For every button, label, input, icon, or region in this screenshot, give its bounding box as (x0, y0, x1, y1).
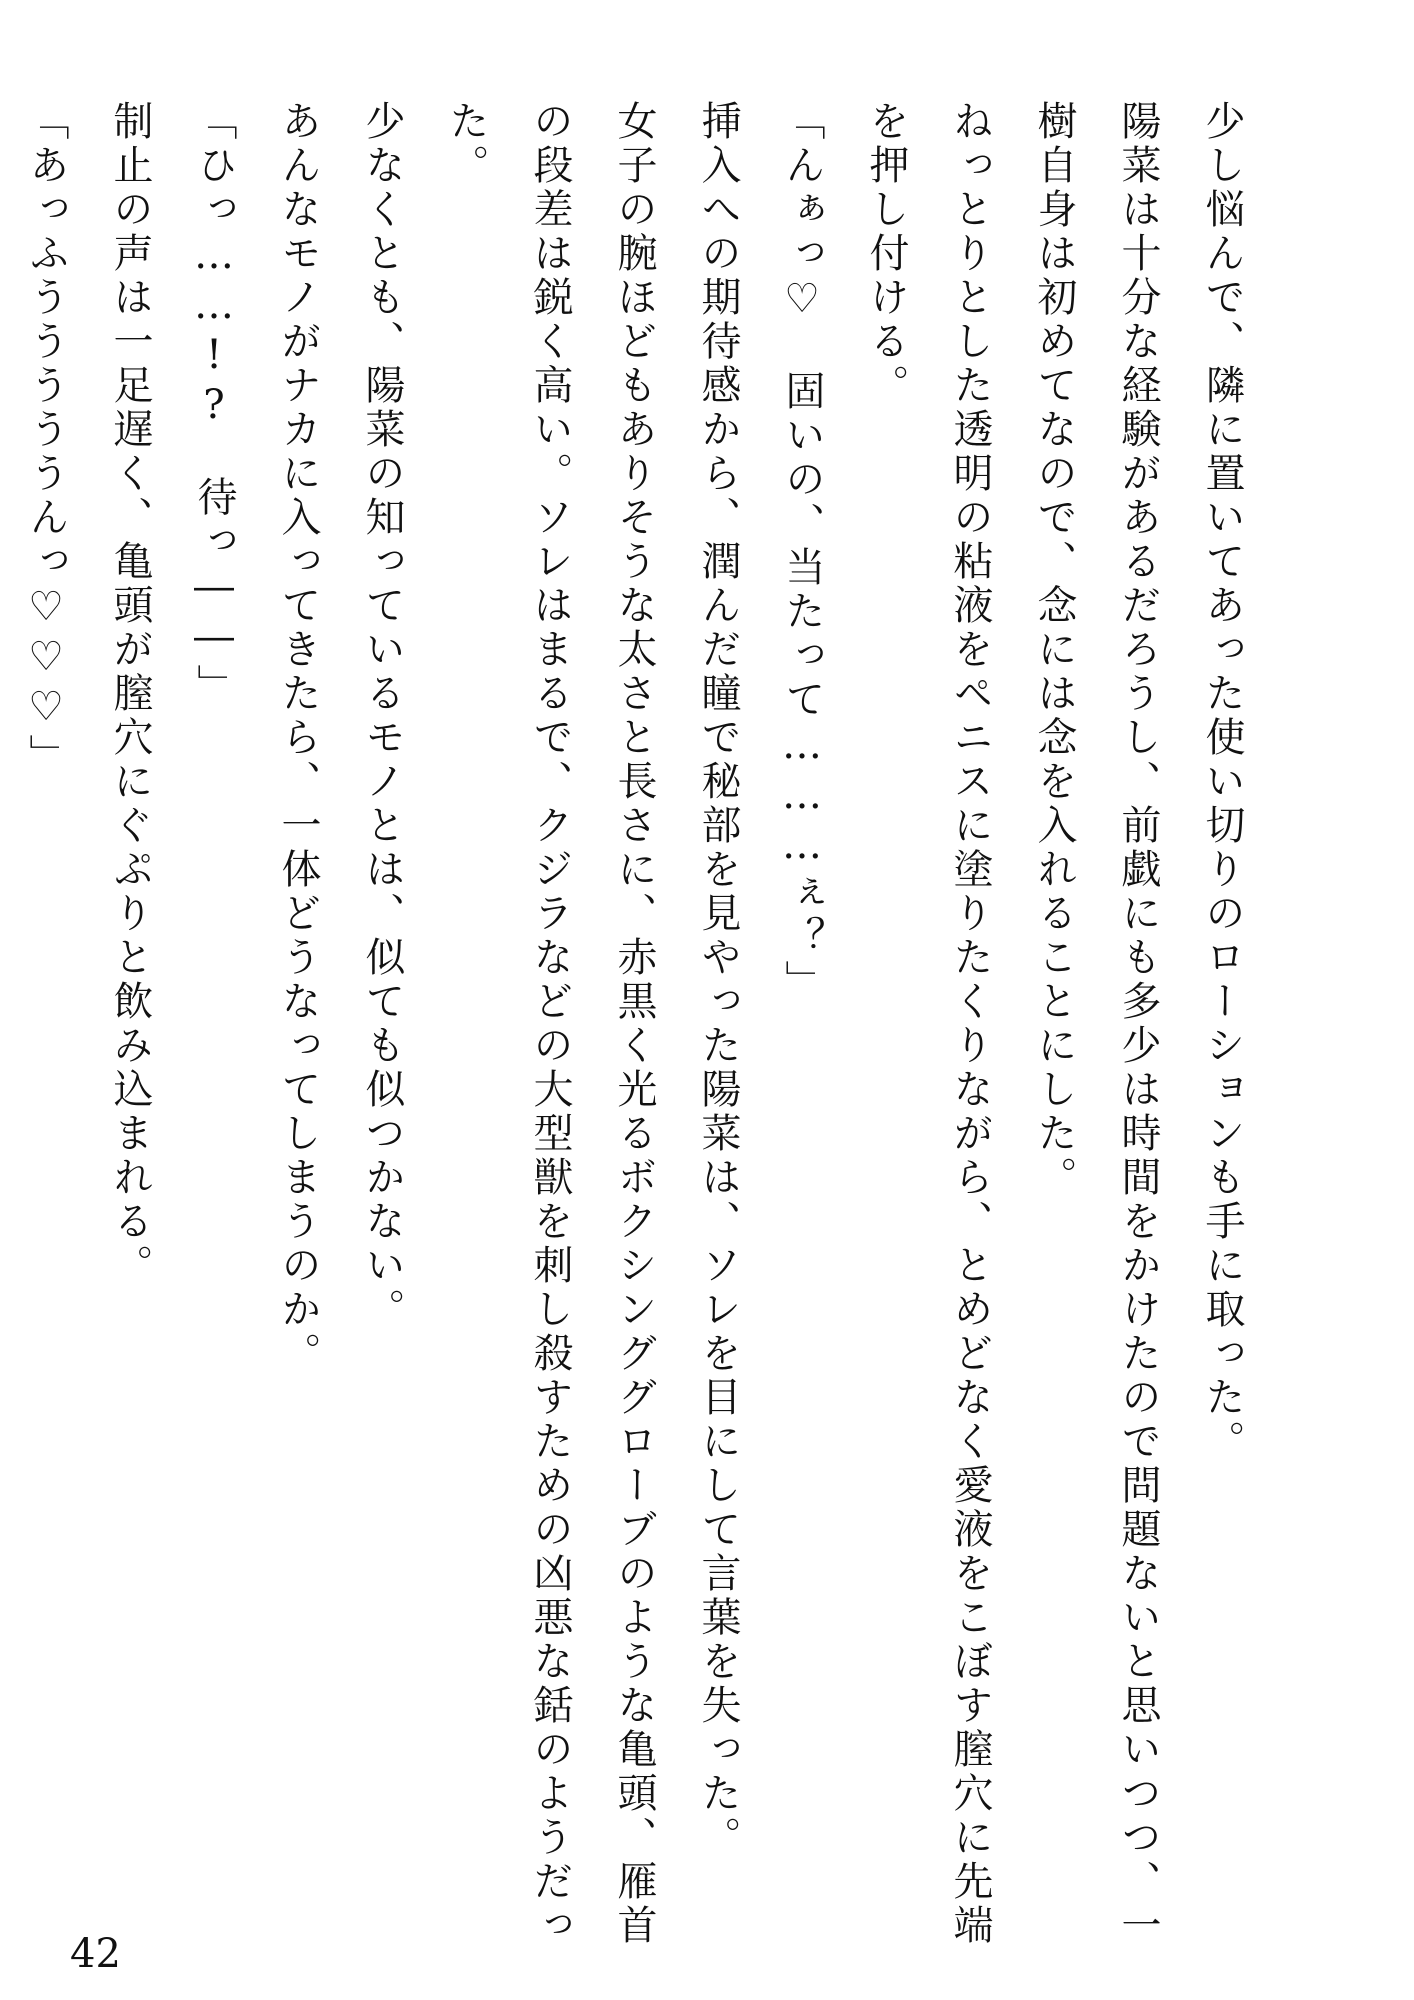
dialogue-line: 「んぁっ♡ 固いの、当たって………ぇ？」 (779, 100, 825, 1004)
paragraph (0, 100, 4, 1960)
paragraph: あんなモノがナカに入ってきたら、一体どうなってしまうのか。 (275, 100, 321, 1376)
paragraph: 少し悩んで、隣に置いてあった使い切りのローションも手に取った。 (1199, 100, 1245, 1464)
dialogue-line: 「ひっ……!? 待っ――」 (191, 100, 237, 708)
paragraph: ねっとりとした透明の粘液をペニスに塗りたくりながら、とめどなく愛液をこぼす膣穴に先端を押し付ける。 (863, 100, 993, 1948)
paragraph: 陽菜は十分な経験があるだろうし、前戯にも多少は時間をかけたので問題ないと思いつつ、一樹自身は初めてなので、念には念を入れることにした。 (1031, 100, 1161, 1948)
paragraph: 制止の声は一足遅く、亀頭が膣穴にぐぷりと飲み込まれる。 (107, 100, 153, 1288)
paragraph: 挿入への期待感から、潤んだ瞳で秘部を見やった陽菜は、ソレを目にして言葉を失った。 (695, 100, 741, 1860)
dialogue-line: 「あっふうううううんっ♡♡♡」 (23, 100, 69, 778)
body-text (0, 100, 1264, 1960)
paragraph: 少なくとも、陽菜の知っているモノとは、似ても似つかない。 (359, 100, 405, 1332)
paragraph: 女子の腕ほどもありそうな太さと長さに、赤黒く光るボクシンググローブのような亀頭、雁首の段差は鋭く高い。ソレはまるで、クジラなどの大型獣を刺し殺すための凶悪な銛のようだった。 (443, 100, 657, 1948)
page-number: 42 (70, 1931, 121, 1977)
